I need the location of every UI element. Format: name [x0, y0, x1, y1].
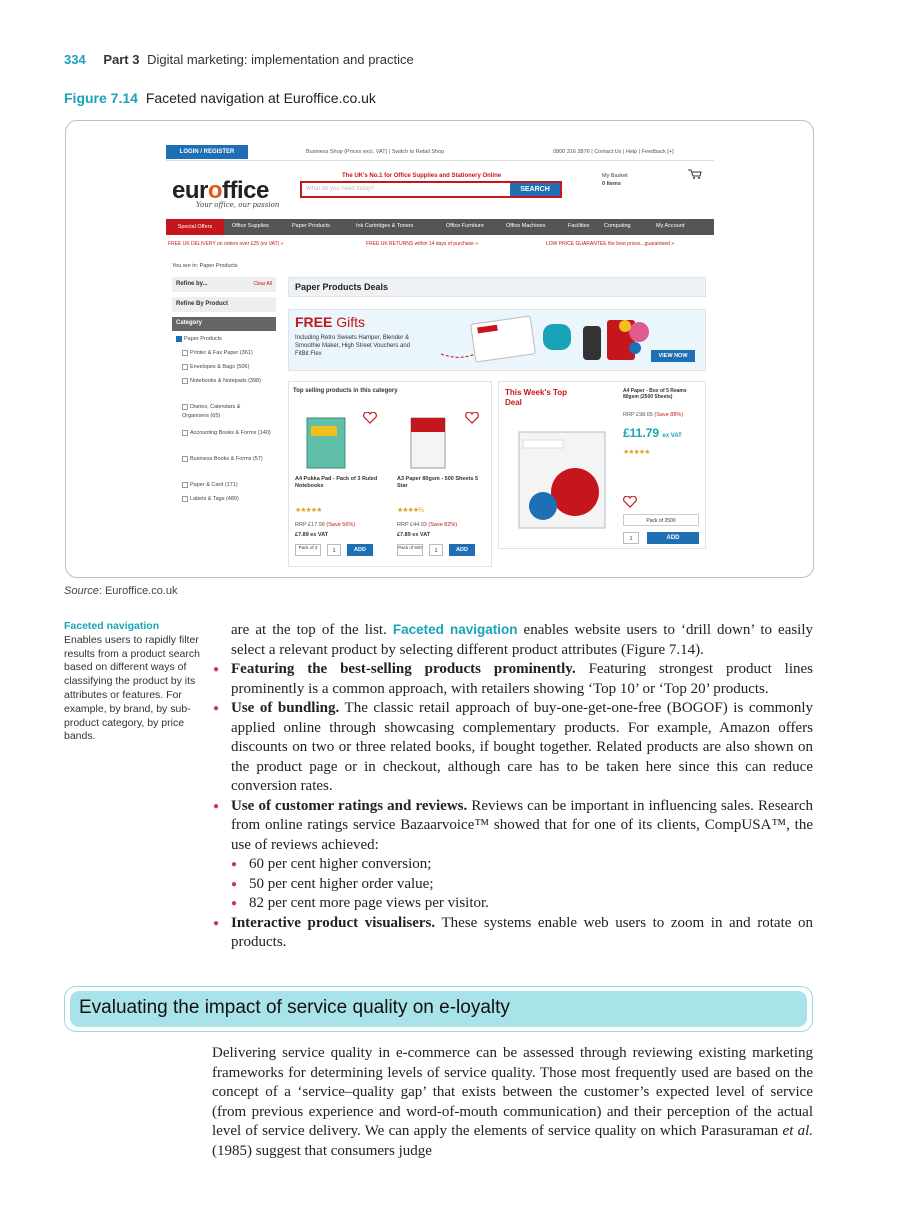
bullet-item: ● Featuring the best-selling products prominently. Featuring strongest product lines prominently is a common approach, with retailers showing ‘Top 10’ or ‘Top 20’ products. [213, 660, 813, 699]
bullet-item: ● Use of customer ratings and reviews. Reviews can be important in influencing sales. Research from online ratings service Bazaarvoice™ showed that for one of its clients, CompUSA™, the use of reviews achieved: ● 60 per cent higher conversion; ● 50 per cent higher order value; ● 82 per cent more page views per visitor. [213, 797, 813, 914]
week-deal-price: £11.79 ex VAT [623, 426, 682, 440]
keyword-faceted-navigation: Faceted navigation [392, 622, 518, 637]
body-text [231, 620, 813, 953]
checkbox-icon[interactable] [182, 404, 188, 410]
figure-caption-text: Faceted navigation at [145, 90, 280, 106]
nav-computing[interactable]: Computing [604, 223, 631, 229]
nav-facilities[interactable]: Facilities [568, 223, 590, 229]
checkbox-icon[interactable] [182, 350, 188, 356]
refine-by-product-row[interactable]: Refine By Product [172, 297, 276, 313]
source-text: : Euroffice.co.uk [98, 585, 178, 597]
category-item[interactable]: Business Books & Forms (57) [182, 455, 268, 464]
body-text-continued: Delivering service quality in e-commerce can be assessed through reviewing existing marketing frameworks for determining levels of service quality. Those most frequently used are based on the concept of a ‘service–quality gap’ that exists between the customer’s expected level of service (from previous experience and word-of-mouth communication) and their perception of the actual level of service delivery. We can apply the elements of service quality on which Parasuraman et al. (1985) suggest that consumers judge [212, 1045, 814, 1159]
main-nav [166, 219, 714, 235]
category-item[interactable]: Paper Products [176, 335, 222, 344]
category-item[interactable]: Envelopes & Bags (506) [182, 363, 249, 372]
category-item[interactable]: Printer & Fax Paper (361) [182, 349, 253, 358]
product-card[interactable] [291, 406, 387, 566]
search-button[interactable]: SEARCH [510, 183, 560, 196]
running-title: Digital marketing: implementation and practice [147, 52, 414, 67]
figure-site: Euroffice.co.uk [283, 90, 376, 106]
site-topbar [166, 143, 714, 161]
week-deal-panel [498, 381, 706, 549]
bullet-list [213, 660, 813, 953]
week-deal-name[interactable]: A4 Paper - Box of 5 Reams 80gsm (2500 Sheets) [623, 388, 687, 400]
sub-bullet-item: ● 50 per cent higher order value; [231, 875, 813, 895]
sub-bullet-list [231, 855, 813, 914]
paper-box-image-icon [515, 422, 611, 532]
banner-headline: FREE Gifts [295, 314, 366, 330]
add-to-basket-button[interactable]: ADD [449, 544, 475, 556]
category-item[interactable]: Paper & Card (171) [182, 481, 238, 490]
info-free-returns[interactable]: FREE UK RETURNS within 14 days of purchase » [366, 241, 478, 247]
banner-description: Including Retro Sweets Hamper, Blender & Smoothie Maker, High Street Vouchers and FitBit Flex [295, 335, 411, 357]
cart-icon[interactable] [688, 169, 702, 179]
checkbox-icon[interactable] [182, 430, 188, 436]
basket-items: 0 Items [602, 181, 621, 187]
notebook-image-icon [305, 416, 349, 470]
quantity-input[interactable]: 1 [327, 544, 341, 556]
free-gifts-banner[interactable] [288, 309, 706, 371]
category-item[interactable]: Notebooks & Notepads (398) [182, 377, 268, 386]
paragraph: are at the top of the list. Faceted navigation enables website users to ‘drill down’ to easily select a relevant product by selecting different product attributes (Figure 7.14). [231, 622, 814, 658]
nav-office-supplies[interactable]: Office Supplies [232, 223, 269, 229]
search-input[interactable] [300, 181, 562, 198]
checkbox-icon[interactable] [182, 364, 188, 370]
running-head [64, 52, 414, 67]
week-deal-rrp: RRP £98.65 (Save 88%) [623, 412, 684, 418]
checkbox-icon[interactable] [182, 456, 188, 462]
nav-office-furniture[interactable]: Office Furniture [446, 223, 484, 229]
pack-size: Pack of 3 [295, 544, 321, 556]
nav-office-machines[interactable]: Office Machines [506, 223, 546, 229]
top-selling-title: Top selling products in this category [293, 388, 398, 394]
page-number: 334 [64, 52, 86, 67]
product-name[interactable]: A3 Paper 80gsm - 500 Sheets 5 Star [397, 476, 479, 489]
sub-bullet-item: ● 82 per cent more page views per visitor. [231, 894, 813, 914]
wishlist-heart-icon[interactable] [465, 412, 479, 424]
add-to-basket-button[interactable]: ADD [647, 532, 699, 544]
deals-title: Paper Products Deals [288, 277, 706, 297]
info-free-delivery[interactable]: FREE UK DELIVERY on orders over £25 (ex VAT) » [168, 241, 284, 247]
basket-title: My Basket [602, 173, 628, 179]
refine-by-row [172, 277, 276, 293]
breadcrumb: You are in: Paper Products [172, 263, 238, 269]
category-item[interactable]: Accounting Books & Forms (140) [182, 429, 274, 438]
section-heading-box [64, 986, 813, 1032]
top-selling-panel [288, 381, 492, 567]
view-now-button[interactable]: VIEW NOW [651, 350, 695, 362]
star-rating: ★★★★★ [295, 507, 322, 514]
figure-label: Figure 7.14 [64, 90, 138, 106]
product-price: £7.89 ex VAT [397, 532, 431, 538]
wishlist-heart-icon[interactable] [363, 412, 377, 424]
login-register-button[interactable]: LOGIN / REGISTER [166, 145, 248, 159]
euroffice-logo[interactable]: euroffice [172, 177, 269, 204]
search-placeholder: What do you need today? [306, 186, 375, 192]
nav-paper-products[interactable]: Paper Products [292, 223, 330, 229]
section-title: Evaluating the impact of service quality on e-loyalty [79, 997, 510, 1018]
margin-definition-title: Faceted navigation [64, 620, 160, 632]
part-label: Part 3 [103, 52, 140, 67]
margin-definition-text: Enables users to rapidly filter results from a product search based on different ways of classifying the product by its attributes or features. For example, by brand, by sub-product category, by price bands. [64, 633, 200, 743]
week-deal-title: This Week's Top Deal [505, 388, 568, 407]
basket[interactable] [602, 172, 628, 188]
pack-size: Pack of 2500 [623, 514, 699, 526]
wishlist-heart-icon[interactable] [623, 496, 637, 508]
category-item[interactable]: Labels & Tags (489) [182, 495, 239, 504]
figure-source [64, 585, 178, 597]
info-price-guarantee[interactable]: LOW PRICE GUARANTEE the best prices...guaranteed » [546, 241, 675, 247]
bullet-item: ● Use of bundling. The classic retail approach of buy-one-get-one-free (BOGOF) is commonly applied online through showcasing complementary products. For example, Amazon offers discounts on two or three related books, if bought together. Related products are also shown on the product page or in checkout, although care has to be taken here since this can reduce conversion rates. [213, 699, 813, 797]
checkbox-icon[interactable] [182, 378, 188, 384]
pack-size: Pack of 500 [397, 544, 423, 556]
margin-definition [64, 620, 200, 744]
bullet-item: ● Interactive product visualisers. These systems enable web users to zoom in and rotate on products. [213, 914, 813, 953]
site-tagline: Your office, our passion [196, 201, 280, 209]
add-to-basket-button[interactable]: ADD [347, 544, 373, 556]
facet-sidebar [172, 277, 276, 525]
product-name[interactable]: A4 Pukka Pad - Pack of 3 Ruled Notebooks [295, 476, 378, 489]
contact-links[interactable]: 0800 316 3876 | Contact Us | Help | Feedback [+] [553, 149, 674, 155]
quantity-input[interactable]: 1 [623, 532, 639, 544]
paper-ream-image-icon [407, 416, 451, 470]
nav-my-account[interactable]: My Account [656, 223, 685, 229]
product-price: £7.89 ex VAT [295, 532, 329, 538]
quantity-input[interactable]: 1 [429, 544, 443, 556]
euroffice-screenshot [166, 139, 714, 569]
promo-text: The UK's No.1 for Office Supplies and Stationery Online [342, 173, 502, 179]
clear-all-link[interactable]: Clear All [253, 281, 272, 287]
nav-special-offers[interactable]: Special Offers [166, 219, 224, 235]
product-card[interactable] [393, 406, 489, 566]
figure-frame [65, 120, 814, 578]
source-label: Source [64, 585, 99, 597]
info-bar [166, 239, 714, 251]
refine-by-label: Refine by... [176, 281, 208, 287]
checkbox-icon[interactable] [182, 482, 188, 488]
product-rrp: RRP £44.03 (Save 82%) [397, 522, 458, 528]
figure-caption [64, 90, 376, 106]
star-rating: ★★★★½ [397, 507, 423, 514]
category-header: Category [172, 317, 276, 331]
business-shop-link[interactable]: Business Shop (Prices excl. VAT) | Switch to Retail Shop [306, 149, 445, 155]
checkbox-icon[interactable] [176, 336, 182, 342]
checkbox-icon[interactable] [182, 496, 188, 502]
category-item[interactable]: Diaries, Calendars & Organisers (65) [182, 404, 241, 419]
nav-ink-cartridges[interactable]: Ink Cartridges & Toners [356, 223, 414, 229]
product-rrp: RRP £17.99 (Save 56%) [295, 522, 356, 528]
star-rating: ★★★★★ [623, 449, 650, 456]
sub-bullet-item: ● 60 per cent higher conversion; [231, 855, 813, 875]
